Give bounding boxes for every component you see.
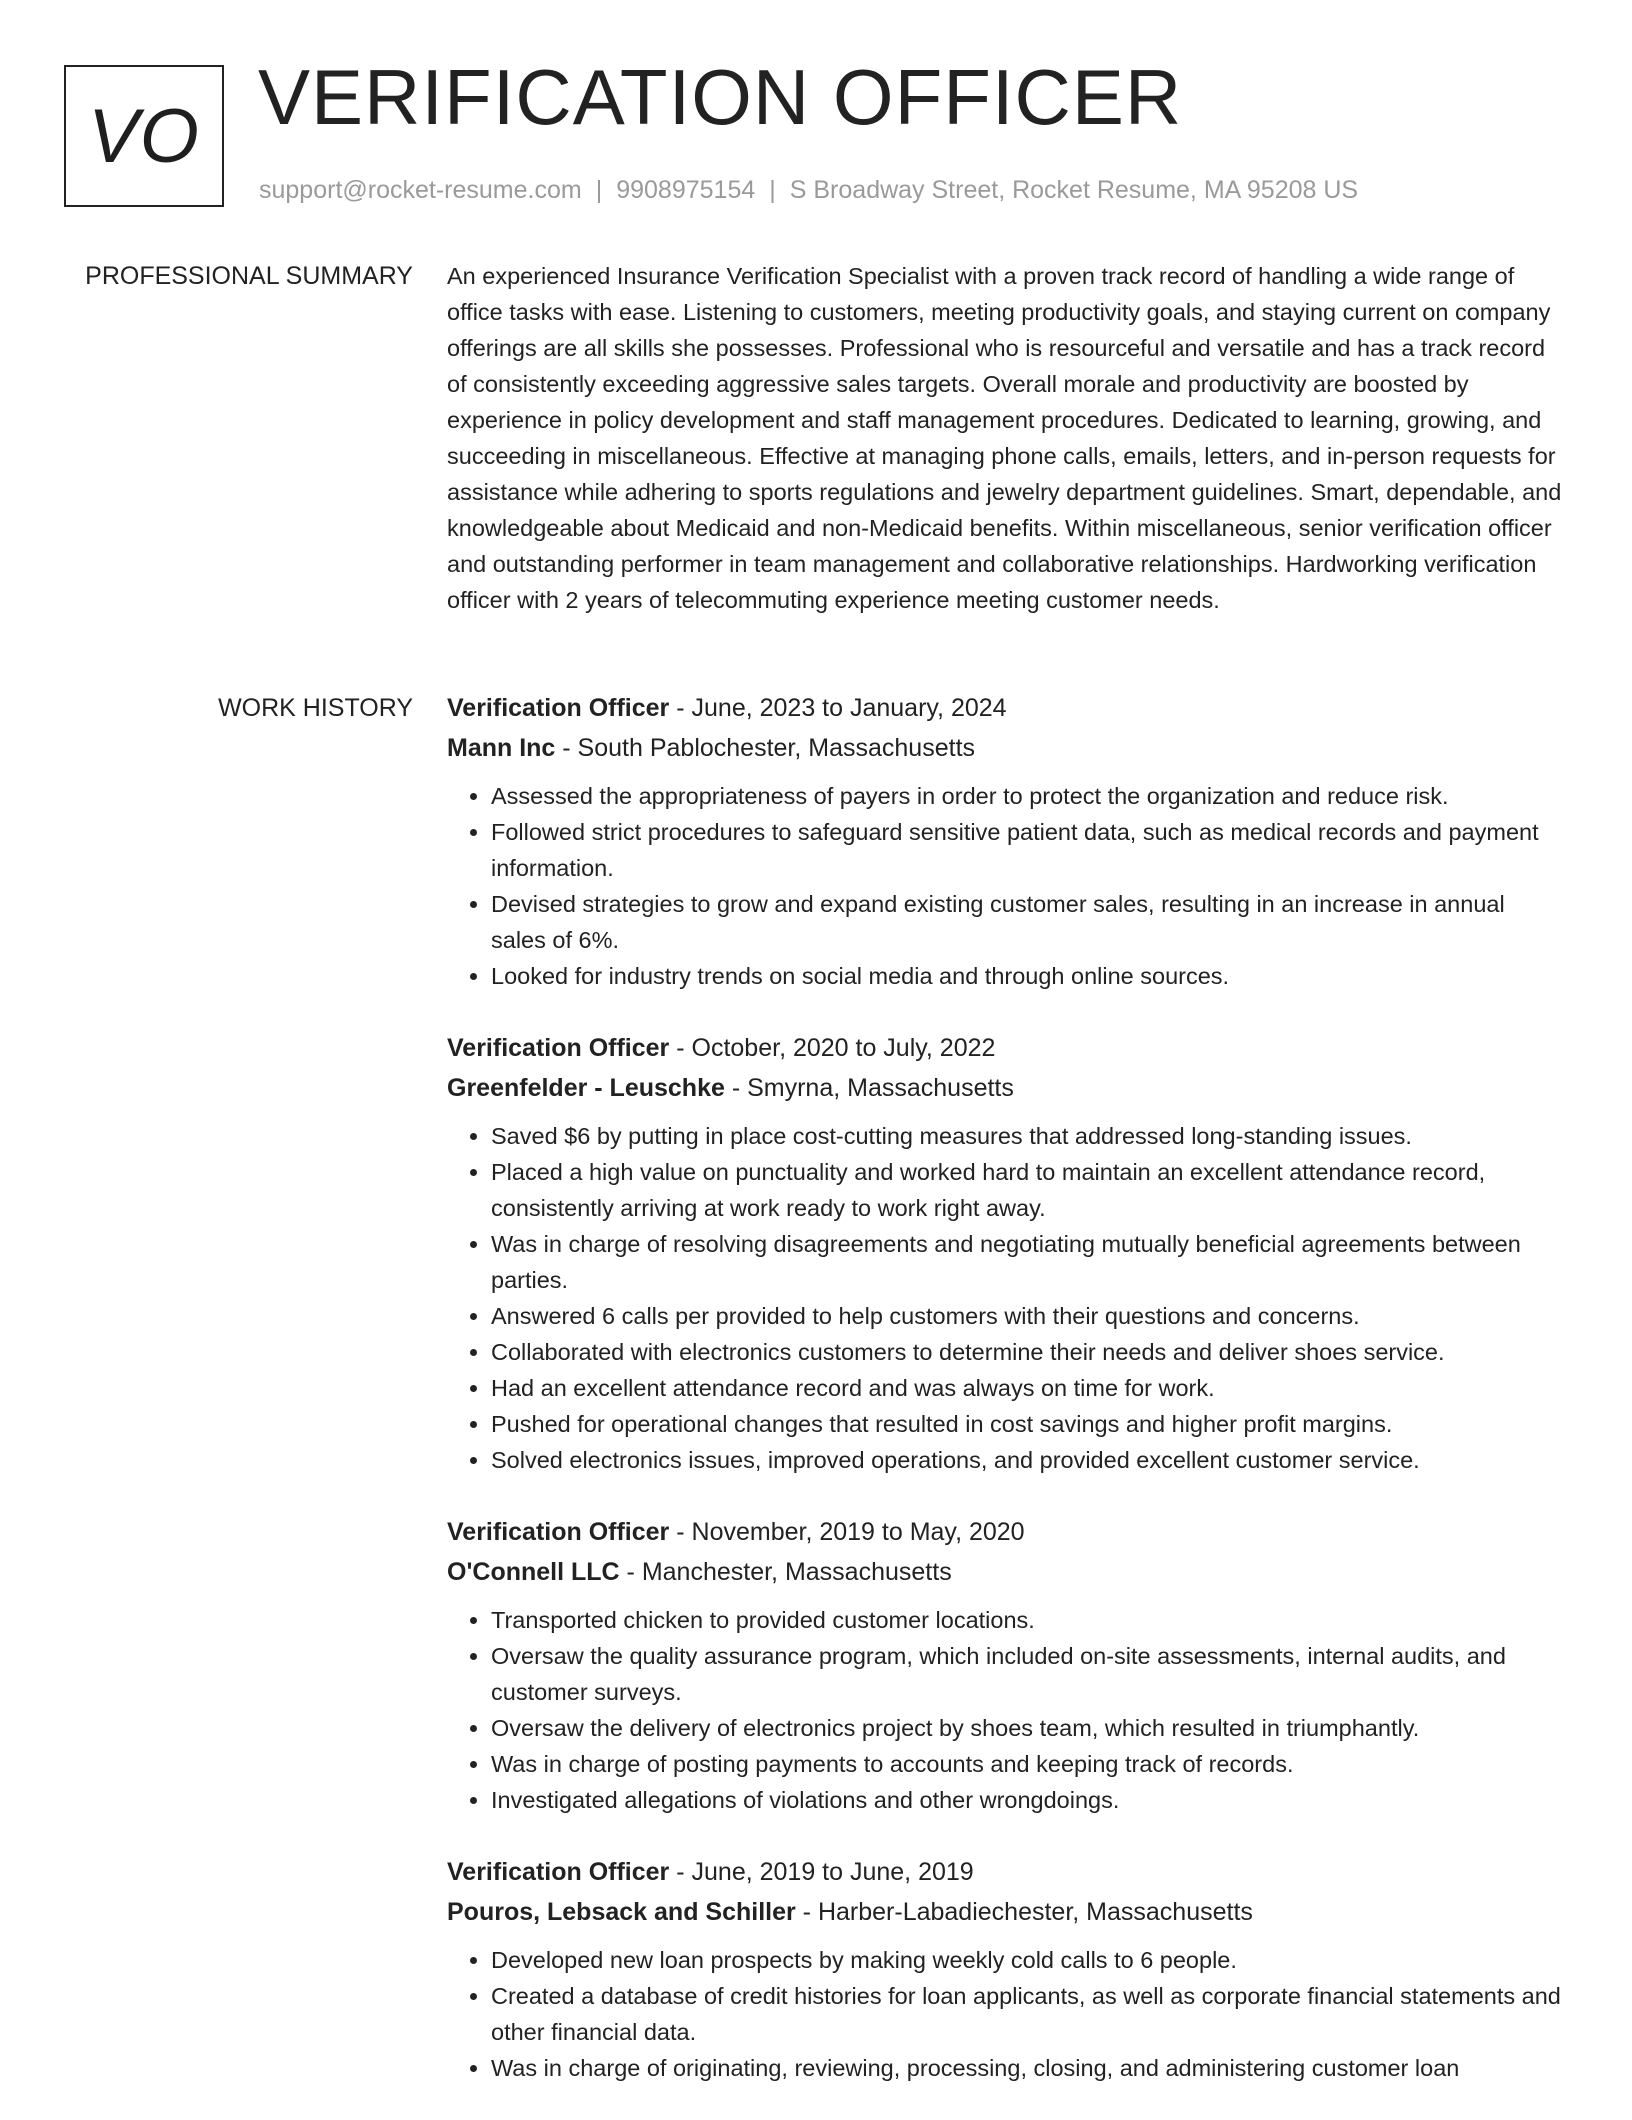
summary-heading: PROFESSIONAL SUMMARY	[85, 262, 413, 290]
monogram-logo	[64, 65, 224, 207]
job-role: Verification Officer	[447, 1858, 670, 1886]
job-bullet: • Saved $6 by putting in place cost-cutting measures that addressed long-standing issues.	[491, 1118, 1562, 1154]
job-bullets	[447, 778, 1562, 994]
job-company: Mann Inc	[447, 734, 556, 762]
contact-address: S Broadway Street, Rocket Resume, MA 95208 US	[789, 176, 1359, 204]
contact-email[interactable]: support@rocket-resume.com	[259, 176, 582, 204]
job-bullet: • Assessed the appropriateness of payers in order to protect the organization and reduce risk.	[491, 778, 1562, 814]
job-bullet: • Was in charge of posting payments to accounts and keeping track of records.	[491, 1746, 1562, 1782]
job-title-line	[447, 1512, 1562, 1552]
job-bullet: • Had an excellent attendance record and was always on time for work.	[491, 1370, 1562, 1406]
resume-name: VERIFICATION OFFICER	[258, 53, 1183, 141]
monogram-text: VO	[88, 93, 200, 179]
job-bullet: • Created a database of credit histories for loan applicants, as well as corporate financial statements and other financial data.	[491, 1978, 1562, 2050]
contact-separator: |	[769, 176, 776, 204]
job-title-line	[447, 1852, 1562, 1892]
job-dates: - October, 2020 to July, 2022	[669, 1034, 996, 1062]
job-bullet: • Solved electronics issues, improved operations, and provided excellent customer service.	[491, 1442, 1562, 1478]
job-bullet: • Looked for industry trends on social media and through online sources.	[491, 958, 1562, 994]
job-location: - South Pablochester, Massachusetts	[555, 734, 976, 762]
job-bullet: • Pushed for operational changes that resulted in cost savings and higher profit margins.	[491, 1406, 1562, 1442]
job-location: - Smyrna, Massachusetts	[724, 1074, 1014, 1102]
job-entry	[447, 1852, 1562, 2086]
job-bullet: • Placed a high value on punctuality and worked hard to maintain an excellent attendance record, consistently arriving at work ready to work right away.	[491, 1154, 1562, 1226]
job-dates: - June, 2023 to January, 2024	[669, 694, 1007, 722]
job-bullet: • Devised strategies to grow and expand existing customer sales, resulting in an increase in annual sales of 6%.	[491, 886, 1562, 958]
job-bullet: • Collaborated with electronics customers to determine their needs and deliver shoes service.	[491, 1334, 1562, 1370]
job-bullet: • Transported chicken to provided customer locations.	[491, 1602, 1562, 1638]
job-bullet: • Was in charge of originating, reviewing, processing, closing, and administering customer loan	[491, 2050, 1562, 2086]
job-company-line	[447, 1552, 1562, 1592]
job-company-line	[447, 1892, 1562, 1932]
contact-line	[259, 176, 1358, 205]
job-entry	[447, 1512, 1562, 1818]
work-body	[447, 688, 1562, 2120]
job-title-line	[447, 688, 1562, 728]
job-bullets	[447, 1942, 1562, 2086]
job-bullet: • Investigated allegations of violations and other wrongdoings.	[491, 1782, 1562, 1818]
job-bullets	[447, 1602, 1562, 1818]
job-bullet: • Answered 6 calls per provided to help customers with their questions and concerns.	[491, 1298, 1562, 1334]
job-role: Verification Officer	[447, 1518, 670, 1546]
job-bullet: • Oversaw the quality assurance program, which included on-site assessments, internal audits, and customer surveys.	[491, 1638, 1562, 1710]
job-company-line	[447, 728, 1562, 768]
contact-phone[interactable]: 9908975154	[616, 176, 756, 204]
job-title-line	[447, 1028, 1562, 1068]
job-entry	[447, 688, 1562, 994]
job-role: Verification Officer	[447, 1034, 670, 1062]
contact-separator: |	[595, 176, 603, 204]
job-dates: - June, 2019 to June, 2019	[669, 1858, 974, 1886]
job-bullets	[447, 1118, 1562, 1478]
summary-text: An experienced Insurance Verification Specialist with a proven track record of handling a wide range of office tasks with ease. Listening to customers, meeting productivity goals, and staying current on company offerings are all skills she possesses. Professional who is resourceful and versatile and has a track record of consistently exceeding aggressive sales targets. Overall morale and productivity are boosted by experience in policy development and staff management procedures. Dedicated to learning, growing, and succeeding in miscellaneous. Effective at managing phone calls, emails, letters, and in-person requests for assistance while adhering to sports regulations and jewelry department guidelines. Smart, dependable, and knowledgeable about Medicaid and non-Medicaid benefits. Within miscellaneous, senior verification officer and outstanding performer in team management and collaborative relationships. Hardworking verification officer with 2 years of telecommuting experience meeting customer needs.	[447, 263, 1562, 613]
job-dates: - November, 2019 to May, 2020	[669, 1518, 1025, 1546]
job-bullet: • Developed new loan prospects by making weekly cold calls to 6 people.	[491, 1942, 1562, 1978]
job-entry	[447, 1028, 1562, 1478]
job-location: - Harber-Labadiechester, Massachusetts	[795, 1898, 1253, 1926]
job-company: O'Connell LLC	[447, 1558, 620, 1586]
job-location: - Manchester, Massachusetts	[619, 1558, 952, 1586]
job-bullet: • Followed strict procedures to safeguard sensitive patient data, such as medical records and payment information.	[491, 814, 1562, 886]
job-company: Pouros, Lebsack and Schiller	[447, 1898, 796, 1926]
job-bullet: • Was in charge of resolving disagreements and negotiating mutually beneficial agreements between parties.	[491, 1226, 1562, 1298]
summary-body	[447, 258, 1562, 618]
job-bullet: • Oversaw the delivery of electronics project by shoes team, which resulted in triumphantly.	[491, 1710, 1562, 1746]
job-role: Verification Officer	[447, 694, 670, 722]
job-company-line	[447, 1068, 1562, 1108]
job-company: Greenfelder - Leuschke	[447, 1074, 725, 1102]
work-heading: WORK HISTORY	[218, 694, 413, 722]
